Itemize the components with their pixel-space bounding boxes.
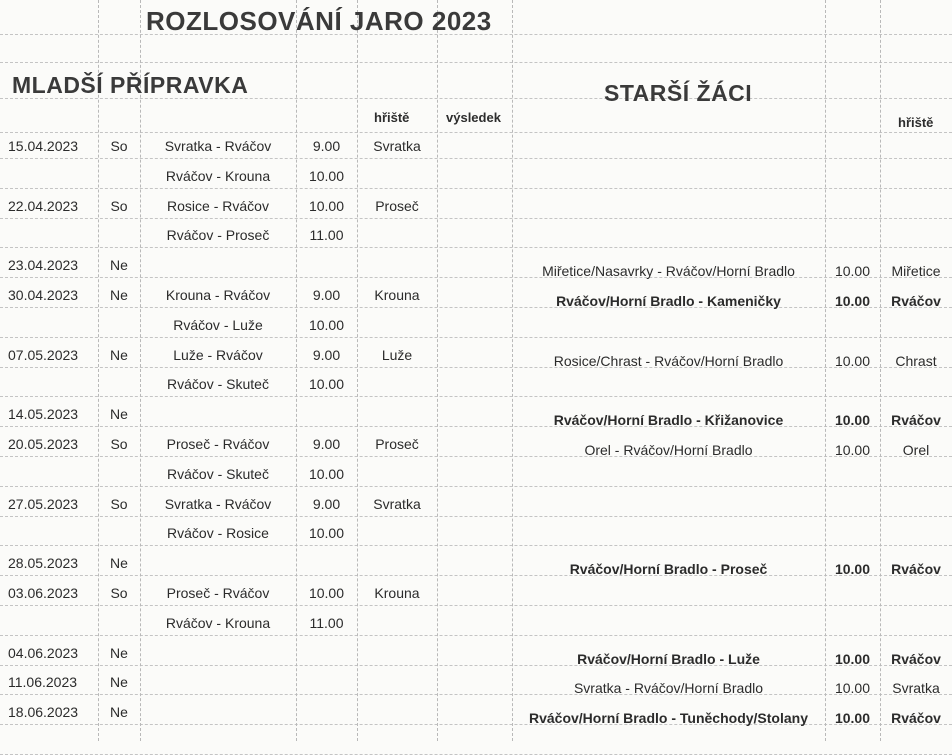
match-cell: Svratka - Rváčov: [164, 138, 272, 154]
match-cell: Rváčov - Proseč: [166, 227, 270, 243]
older-match-cell: Rosice/Chrast - Rváčov/Horní Bradlo: [553, 353, 784, 369]
grid-line-horizontal: [0, 516, 952, 517]
grid-line-horizontal: [0, 132, 952, 133]
match-cell: Rváčov - Luže: [173, 317, 263, 333]
match-cell: Proseč - Rváčov: [166, 585, 270, 601]
grid-line-vertical: [512, 0, 513, 741]
day-cell: So: [110, 138, 128, 154]
day-cell: So: [110, 198, 128, 214]
older-match-cell: Svratka - Rváčov/Horní Bradlo: [573, 680, 764, 696]
older-time-cell: 10.00: [834, 263, 871, 279]
grid-line-horizontal: [0, 188, 952, 189]
older-venue-cell: Rváčov: [891, 651, 941, 667]
date-cell: 28.05.2023: [8, 555, 79, 571]
time-cell: 10.00: [308, 466, 345, 482]
date-cell: 30.04.2023: [8, 287, 79, 303]
older-match-cell: Rváčov/Horní Bradlo - Kameničky: [556, 293, 781, 309]
venue-cell: Proseč: [375, 436, 419, 452]
older-match-cell: Miřetice/Nasavrky - Rváčov/Horní Bradlo: [542, 263, 795, 279]
venue-cell: Proseč: [375, 198, 419, 214]
venue-cell: Krouna: [374, 287, 420, 303]
grid-line-horizontal: [0, 62, 952, 63]
older-time-cell: 10.00: [834, 353, 871, 369]
date-cell: 18.06.2023: [8, 704, 79, 720]
match-cell: Rváčov - Rosice: [167, 525, 269, 541]
day-cell: Ne: [110, 674, 128, 690]
header-hriste-left: hřiště: [374, 110, 410, 125]
section-title-mladsi-pripravka: MLADŠÍ PŘÍPRAVKA: [12, 72, 249, 98]
match-cell: Svratka - Rváčov: [164, 496, 272, 512]
section-title-starsi-zaci: STARŠÍ ŽÁCI: [604, 80, 753, 106]
day-cell: Ne: [110, 704, 128, 720]
day-cell: So: [110, 585, 128, 601]
time-cell: 10.00: [308, 525, 345, 541]
day-cell: Ne: [110, 645, 128, 661]
grid-line-vertical: [357, 0, 358, 741]
older-match-cell: Rváčov/Horní Bradlo - Proseč: [569, 561, 768, 577]
time-cell: 10.00: [308, 585, 345, 601]
match-cell: Luže - Rváčov: [173, 347, 263, 363]
date-cell: 04.06.2023: [8, 645, 79, 661]
day-cell: Ne: [110, 406, 128, 422]
grid-line-horizontal: [0, 605, 952, 606]
older-venue-cell: Rváčov: [891, 561, 941, 577]
older-venue-cell: Svratka: [892, 680, 940, 696]
older-match-cell: Rváčov/Horní Bradlo - Luže: [577, 651, 760, 667]
day-cell: Ne: [110, 287, 128, 303]
older-time-cell: 10.00: [834, 412, 871, 428]
match-cell: Rváčov - Skuteč: [167, 376, 269, 392]
grid-line-horizontal: [0, 218, 952, 219]
date-cell: 11.06.2023: [8, 674, 78, 690]
grid-line-horizontal: [0, 337, 952, 338]
time-cell: 9.00: [312, 287, 341, 303]
header-vysledek: výsledek: [446, 110, 501, 125]
older-match-cell: Rváčov/Horní Bradlo - Tuněchody/Stolany: [528, 710, 808, 726]
day-cell: So: [110, 436, 128, 452]
older-venue-cell: Rváčov: [891, 412, 941, 428]
venue-cell: Svratka: [373, 138, 421, 154]
date-cell: 14.05.2023: [8, 406, 79, 422]
grid-line-horizontal: [0, 545, 952, 546]
match-cell: Rváčov - Krouna: [165, 168, 271, 184]
grid-line-horizontal: [0, 486, 952, 487]
venue-cell: Krouna: [374, 585, 420, 601]
time-cell: 9.00: [312, 138, 341, 154]
day-cell: Ne: [110, 347, 128, 363]
time-cell: 9.00: [312, 496, 341, 512]
older-venue-cell: Miřetice: [891, 263, 941, 279]
match-cell: Rváčov - Krouna: [165, 615, 271, 631]
older-time-cell: 10.00: [834, 710, 871, 726]
older-time-cell: 10.00: [834, 561, 871, 577]
date-cell: 27.05.2023: [8, 496, 79, 512]
grid-line-horizontal: [0, 247, 952, 248]
older-time-cell: 10.00: [834, 680, 871, 696]
grid-line-vertical: [437, 0, 438, 741]
grid-line-vertical: [825, 0, 826, 741]
grid-line-horizontal: [0, 158, 952, 159]
day-cell: Ne: [110, 555, 128, 571]
time-cell: 9.00: [312, 436, 341, 452]
match-cell: Proseč - Rváčov: [166, 436, 270, 452]
date-cell: 03.06.2023: [8, 585, 79, 601]
time-cell: 11.00: [309, 227, 344, 243]
date-cell: 23.04.2023: [8, 257, 79, 273]
page-title: ROZLOSOVÁNÍ JARO 2023: [146, 6, 492, 36]
time-cell: 10.00: [308, 168, 345, 184]
date-cell: 20.05.2023: [8, 436, 79, 452]
older-time-cell: 10.00: [834, 442, 871, 458]
match-cell: Krouna - Rváčov: [165, 287, 271, 303]
older-venue-cell: Chrast: [895, 353, 937, 369]
day-cell: So: [110, 496, 128, 512]
date-cell: 07.05.2023: [8, 347, 79, 363]
venue-cell: Svratka: [373, 496, 421, 512]
match-cell: Rosice - Rváčov: [167, 198, 269, 214]
older-time-cell: 10.00: [834, 651, 871, 667]
time-cell: 10.00: [308, 376, 345, 392]
older-venue-cell: Rváčov: [891, 710, 941, 726]
match-cell: Rváčov - Skuteč: [167, 466, 269, 482]
time-cell: 10.00: [308, 198, 345, 214]
grid-line-vertical: [880, 0, 881, 741]
older-match-cell: Rváčov/Horní Bradlo - Křižanovice: [553, 412, 784, 428]
grid-line-vertical: [98, 0, 99, 741]
older-venue-cell: Rváčov: [891, 293, 941, 309]
date-cell: 15.04.2023: [8, 138, 79, 154]
venue-cell: Luže: [381, 347, 413, 363]
older-venue-cell: Orel: [902, 442, 930, 458]
date-cell: 22.04.2023: [8, 198, 79, 214]
time-cell: 10.00: [308, 317, 345, 333]
grid-line-horizontal: [0, 635, 952, 636]
grid-line-horizontal: [0, 396, 952, 397]
day-cell: Ne: [110, 257, 128, 273]
older-time-cell: 10.00: [834, 293, 871, 309]
time-cell: 9.00: [312, 347, 341, 363]
header-hriste-right: hřiště: [898, 115, 934, 130]
older-match-cell: Orel - Rváčov/Horní Bradlo: [584, 442, 753, 458]
time-cell: 11.00: [309, 615, 344, 631]
